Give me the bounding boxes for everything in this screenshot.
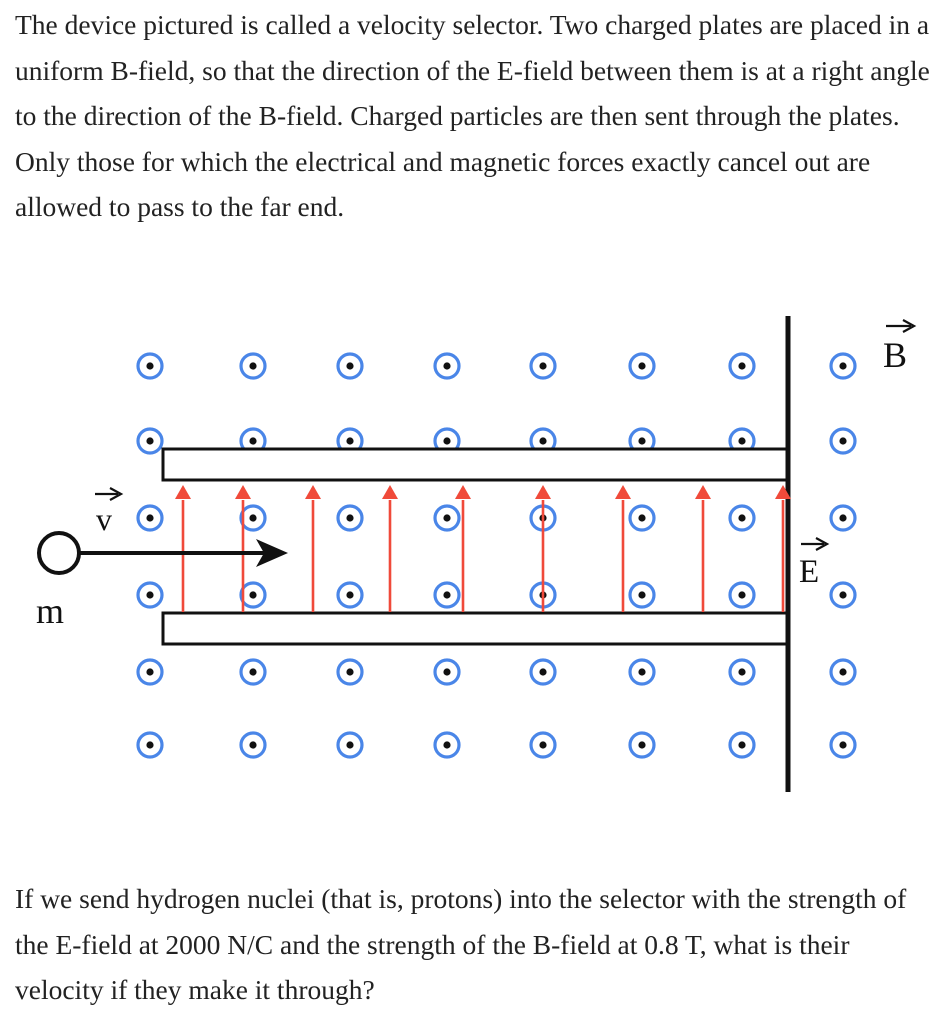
b-field-dot-icon [730,660,754,684]
b-field-dot-icon [138,506,162,530]
b-field-dot-icon [831,660,855,684]
e-field-vector-arrow-icon [801,538,827,550]
b-field-dot-icon [831,733,855,757]
b-field-dot-icon [630,660,654,684]
b-field-dot-icon [241,733,265,757]
b-field-dot-icon [435,354,459,378]
b-field-dot-icon [831,583,855,607]
b-field-dot-icon [630,354,654,378]
b-field-dot-icon [531,354,555,378]
b-field-dot-icon [138,660,162,684]
velocity-label: v [96,501,112,537]
b-field-dot-icon [831,506,855,530]
b-field-dot-icon [730,354,754,378]
b-field-label: B [883,335,908,375]
e-field-label: E [799,554,820,590]
e-field-arrow [305,485,321,612]
b-field-dot-icon [435,733,459,757]
b-field-dot-icon [531,660,555,684]
b-field-dot-icon [138,733,162,757]
velocity-selector-diagram [0,300,946,820]
b-field-dot-icon [241,506,265,530]
b-field-dot-icon [338,506,362,530]
b-field-dot-icon [338,733,362,757]
b-field-dot-icon [241,660,265,684]
bottom-plate [163,613,788,644]
b-field-dot-icon [435,583,459,607]
question-paragraph: If we send hydrogen nuclei (that is, protons) into the selector with the strength of the E-field at 2000 N/C and the strength of the B-field at 0.8 T, what is their velocity if they make it through? [15,883,907,1005]
velocity-vector-arrow-icon [95,488,121,500]
e-field-arrow [175,485,191,612]
b-field-dot-icon [531,733,555,757]
b-field-dot-icon [338,583,362,607]
intro-paragraph: The device pictured is called a velocity selector. Two charged plates are placed in a uniform B-field, so that the direction of the E-field between them is at a right angle to the direction of the B-field. Charged particles are then sent through the plates. Only those for which the electrical and magnetic forces exactly cancel out are allowed to pass to the far end. [15,9,930,222]
b-field-dot-icon [138,354,162,378]
b-field-vector-arrow-icon [886,320,914,332]
b-field-dots [138,354,855,757]
top-plate [163,449,788,480]
b-field-dot-icon [338,354,362,378]
b-field-dot-icon [630,733,654,757]
b-field-dot-icon [435,506,459,530]
b-field-dot-icon [338,660,362,684]
mass-label: m [36,591,65,631]
b-field-dot-icon [831,354,855,378]
b-field-dot-icon [630,583,654,607]
b-field-dot-icon [730,583,754,607]
b-field-dot-icon [435,660,459,684]
b-field-dot-icon [138,429,162,453]
b-field-dot-icon [730,733,754,757]
b-field-dot-icon [138,583,162,607]
e-field-arrow [382,485,398,612]
b-field-dot-icon [630,506,654,530]
b-field-dot-icon [730,506,754,530]
e-field-arrow [695,485,711,612]
b-field-dot-icon [241,583,265,607]
particle-circle [39,533,79,573]
b-field-dot-icon [831,429,855,453]
b-field-dot-icon [241,354,265,378]
